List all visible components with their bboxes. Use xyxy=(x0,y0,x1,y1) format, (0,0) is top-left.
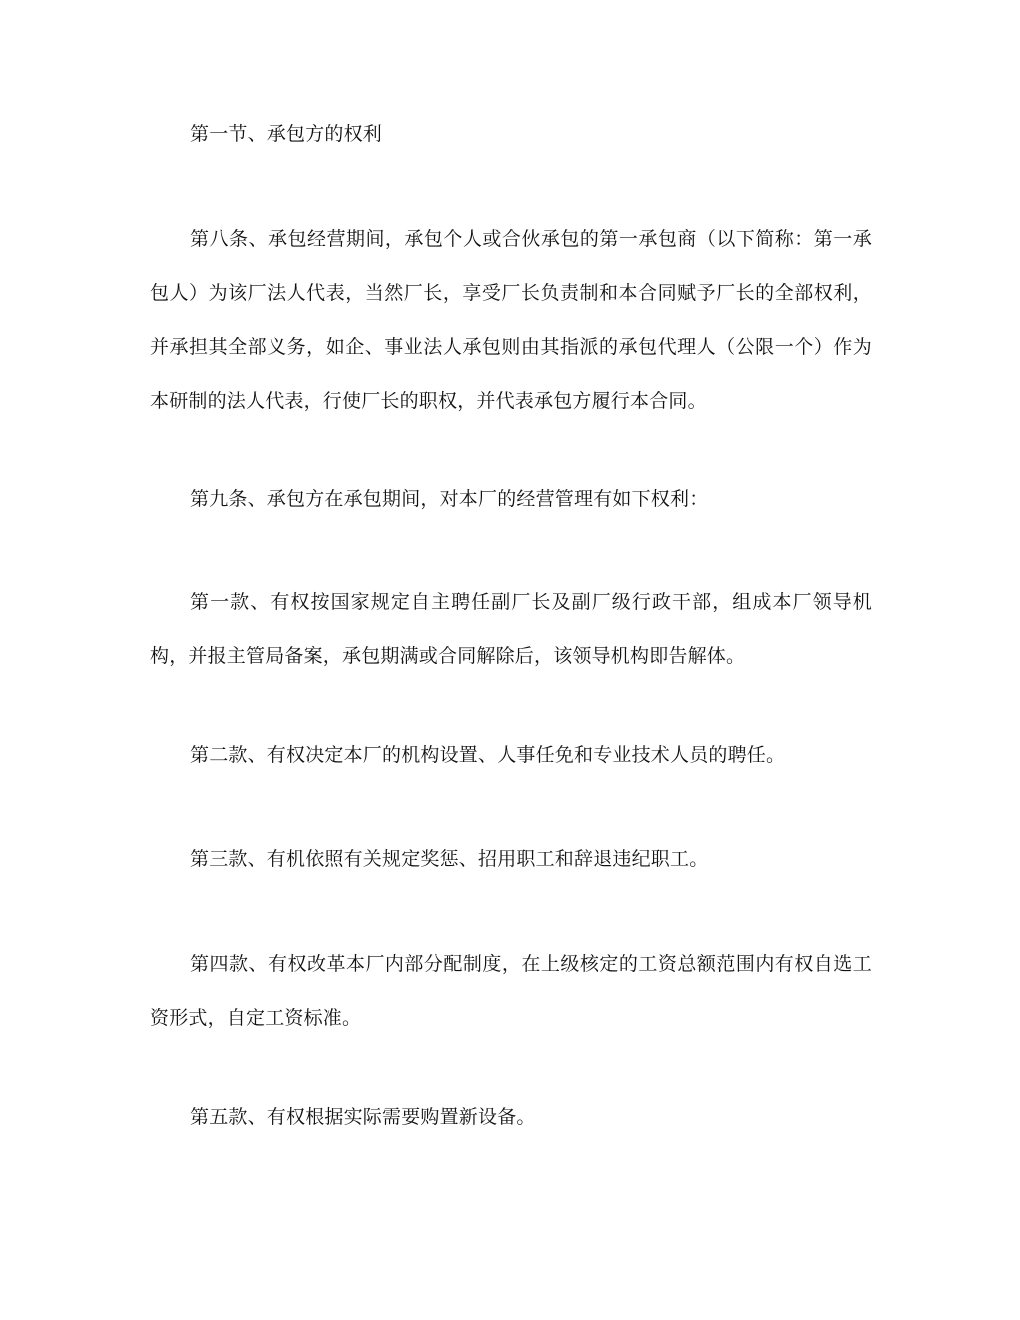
section-heading: 第一节、承包方的权利 xyxy=(190,123,383,145)
article-8-paragraph: 第八条、承包经营期间，承包个人或合伙承包的第一承包商（以下简称：第一承包人）为该厂法人代表，当然厂长，享受厂长负责制和本合同赋予厂长的全部权利，并承担其全部义务，如企、事业法人承包则由其指派的承包代理人（公限一个）作为本研制的法人代表，行使厂长的职权，并代表承包方履行本合同。 xyxy=(150,228,872,412)
article-9-paragraph: 第九条、承包方在承包期间，对本厂的经营管理有如下权利： xyxy=(190,488,709,510)
clause-1-paragraph: 第一款、有权按国家规定自主聘任副厂长及副厂级行政干部，组成本厂领导机构，并报主管局备案，承包期满或合同解除后，该领导机构即告解体。 xyxy=(150,591,872,667)
clause-5-paragraph: 第五款、有权根据实际需要购置新设备。 xyxy=(190,1106,536,1128)
clause-4-paragraph: 第四款、有权改革本厂内部分配制度，在上级核定的工资总额范围内有权自选工资形式，自定工资标准。 xyxy=(150,953,872,1029)
clause-3-paragraph: 第三款、有机依照有关规定奖惩、招用职工和辞退违纪职工。 xyxy=(190,848,709,870)
clause-2-paragraph: 第二款、有权决定本厂的机构设置、人事任免和专业技术人员的聘任。 xyxy=(190,744,786,766)
